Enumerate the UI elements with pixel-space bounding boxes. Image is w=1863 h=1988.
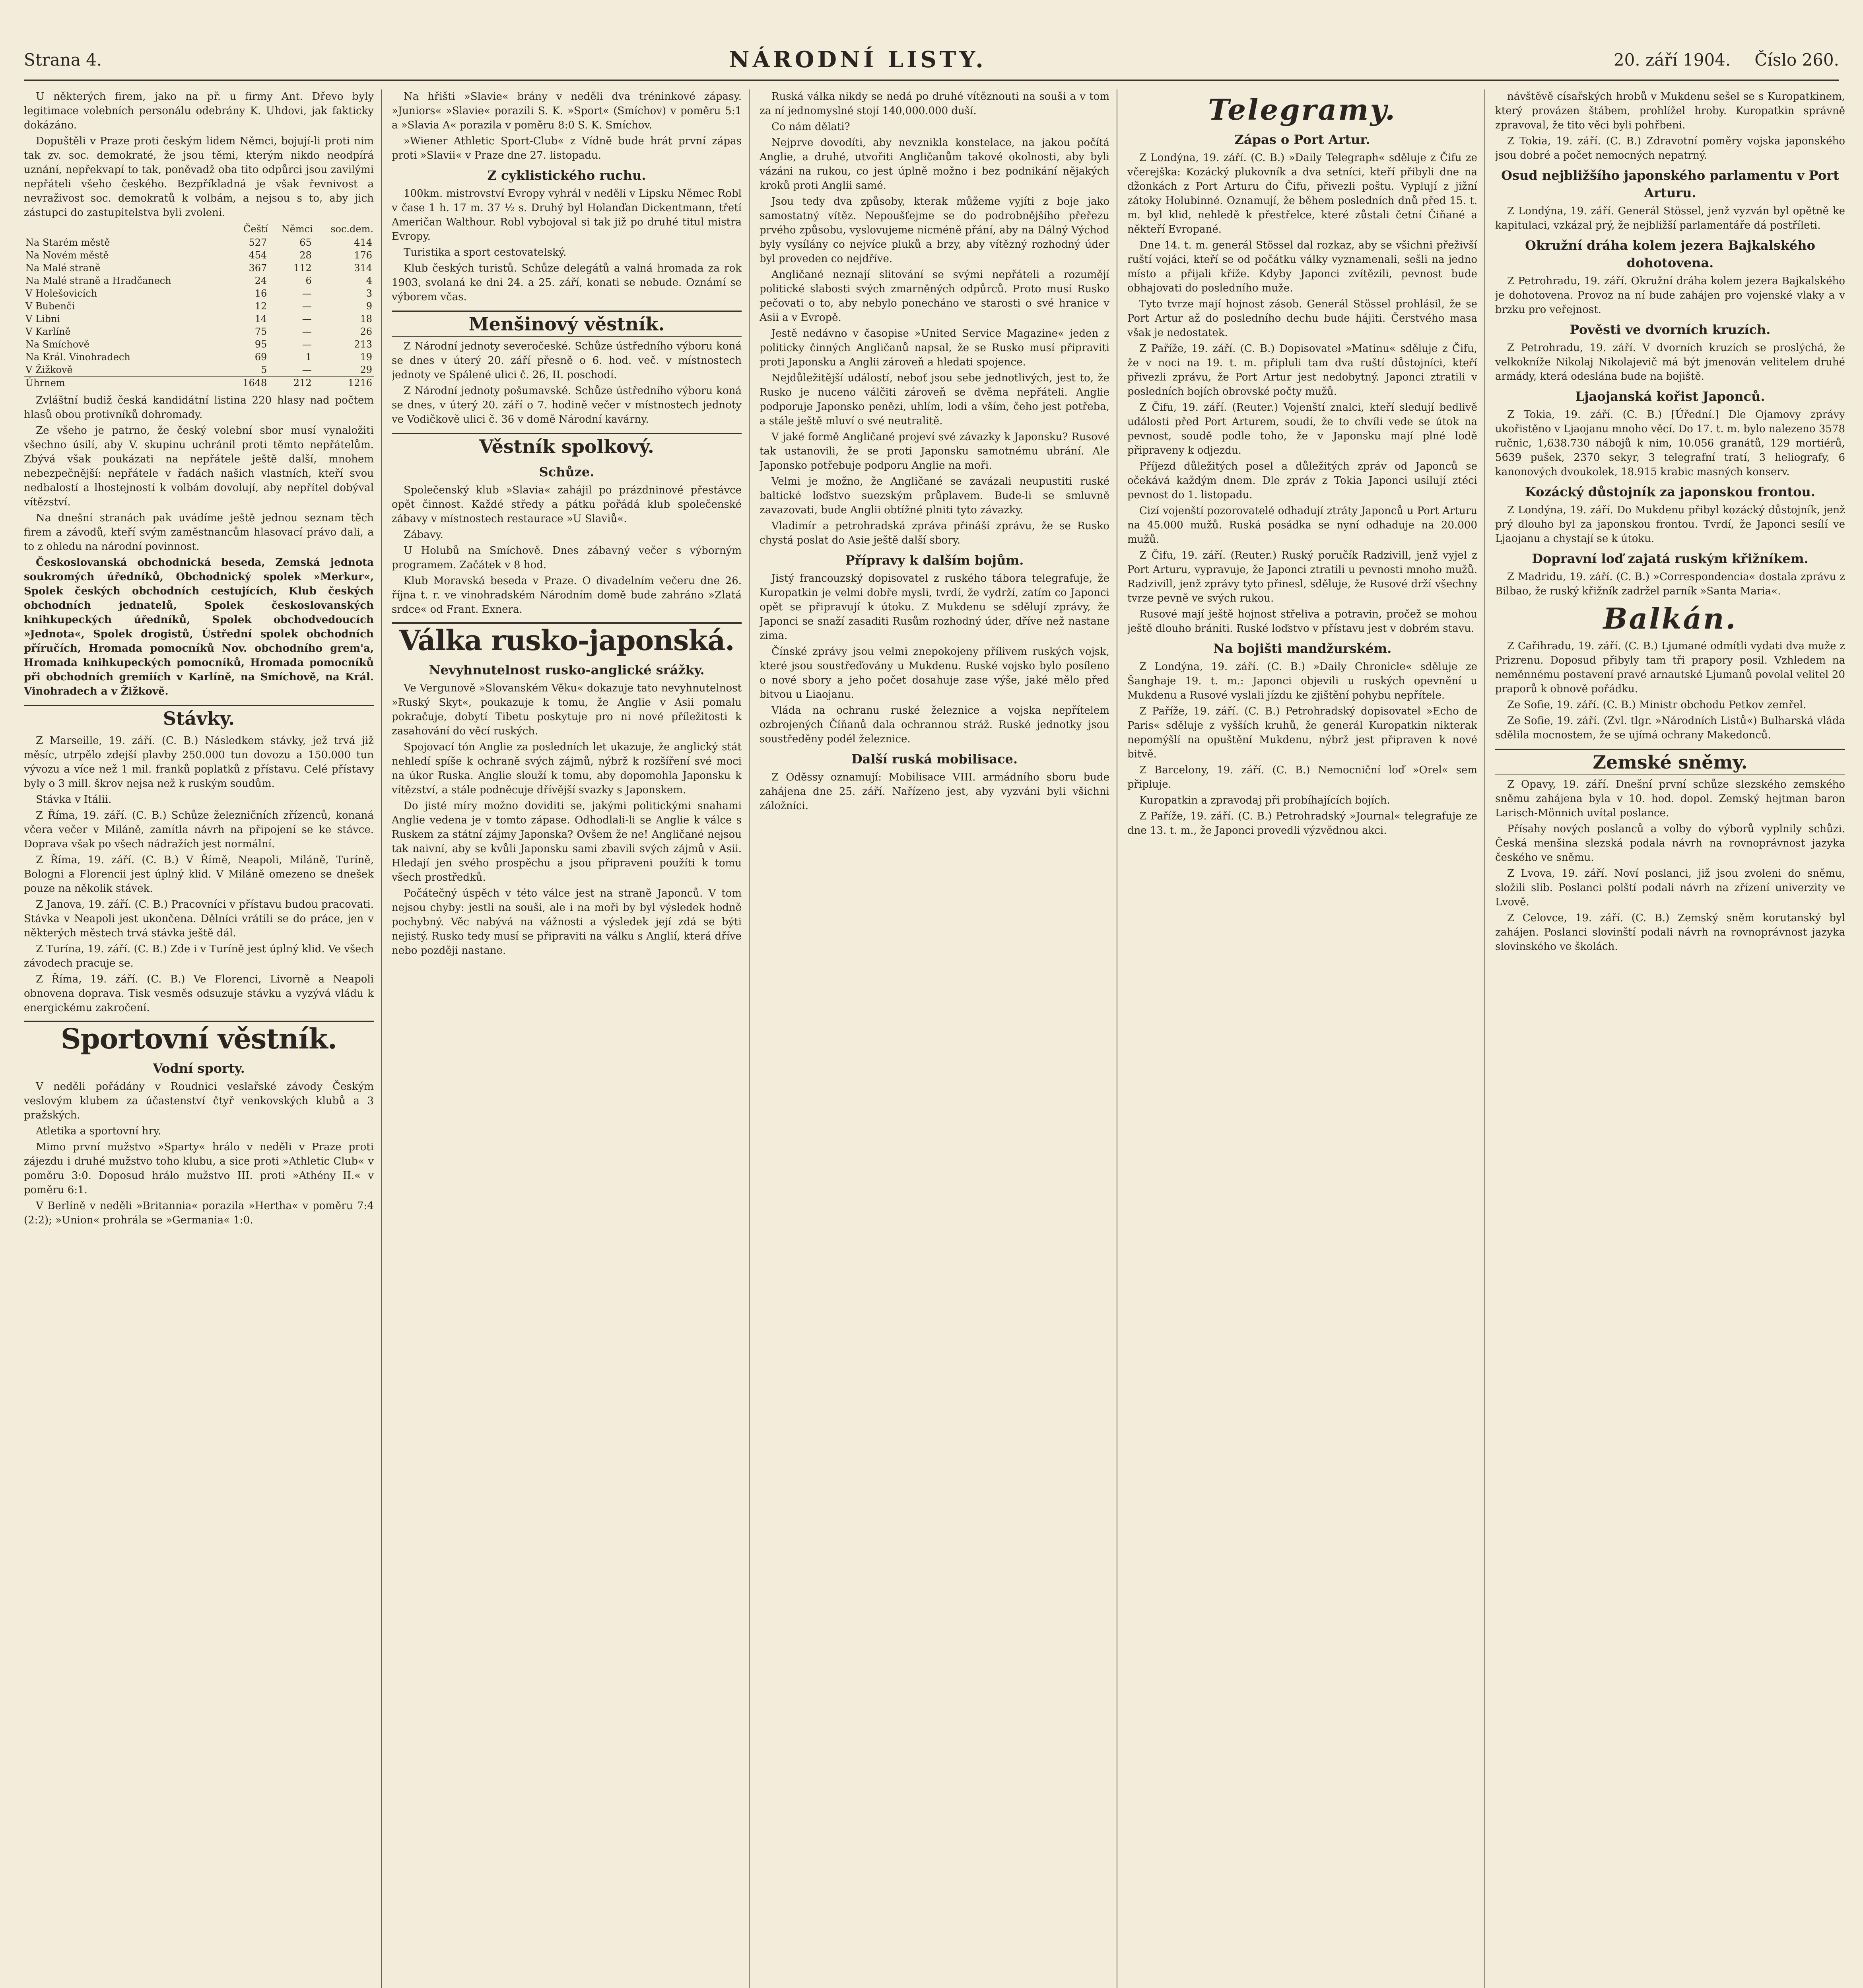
article-paragraph: Z Paříže, 19. září. (C. B.) Petrohradský dopisovatel »Echo de Paris« sděluje z vyšších kruhů, že generál Kuropatkin nikterak nepomýšlí na opuštění Mukdenu, nýbrž jest připraven k nové bitvě. (1127, 705, 1477, 760)
article-paragraph: Do jisté míry možno doviditi se, jakými politickými snahami Anglie vedena je v tomto zápase. Odhodlali-li se Anglie k válce s Ruskem za státní zájmy Japonska? Ovšem že ne! Angličané nejsou tak naivní, aby se kvůli Japonsku sami zbavili svých zájmů v Asii. Hledají jen svého prospěchu a jsou připraveni použíti k tomu všech prostředků. (392, 800, 742, 883)
article-paragraph: návštěvě císařských hrobů v Mukdenu sešel se s Kuropatkinem, který provázen štábem, prohlížel hroby. Kuropatkin správně zpravoval, že tito věci byli pohřbeni. (1495, 91, 1845, 131)
article-paragraph: Vladimír a petrohradská zpráva přináší zprávu, že se Rusko chystá poslat do Asie ještě další sbory. (760, 520, 1109, 546)
article-paragraph: Z Čifu, 19. září. (Reuter.) Vojenští znalci, kteří sledují bedlivě události před Port Arturem, soudí, že to chvíli vede se útok na pevnost, soudě podle toho, že v Japonsku mají plné lodě připraveny k odjezdu. (1127, 402, 1477, 456)
table-cell: 4 (366, 275, 372, 286)
article-paragraph: Z Londýna, 19. září. (C. B.) »Daily Chronicle« sděluje ze Šanghaje 19. t. m.: Japonci objevili u ruských opevnění u Mukdenu a Rusové vyslali jízdu ke zjištění pohybu nepřítele. (1127, 661, 1477, 701)
article-paragraph: Z Marseille, 19. září. (C. B.) Následkem stávky, jež trvá již měsíc, utrpělo zdejší plavby 250.000 tun dovozu a 150.000 tun vývozu a více než 1 mil. franků poplatků z přístavu. Celé přístavy byly o 3 mill. škrov nejsa než k ruským soudům. (24, 735, 374, 790)
column-divider (1484, 89, 1485, 1988)
article-paragraph: Ze všeho je patrno, že český volební sbor musí vynaložiti všechno úsilí, aby V. skupinu uchránil proti těmto nepřátelům. Zbývá však poukázati na nepřátele ještě další, mnohem nebezpečnější: nepřátele v řadách našich vlastních, kteří svou nedbalostí a lhostejností k volbám dovolují, aby nepřítel dobýval vítězství. (24, 425, 374, 508)
article-paragraph: Počátečný úspěch v této válce jest na straně Japonců. V tom nejsou chyby: jestli na souši, ale i na moři by byl výsledek hodně pochybný. Věc nabývá na vážnosti a výsledek její zdá se býti nejistý. Rusko tedy musí se připraviti na válku s Anglií, která dříve nebo později nastane. (392, 887, 742, 957)
balkan-articles (1495, 639, 1845, 742)
mobilisace-articles (760, 770, 1109, 813)
table-cell: 5 (261, 364, 267, 375)
article-paragraph: Společenský klub »Slavia« zahájil po prázdninové přestávce opět činnost. Každé středy a pátku pořádá klub společenské zábavy v místnostech restaurace »U Slaviů«. (392, 484, 742, 525)
article-paragraph: Z Opavy, 19. září. Dnešní první schůze slezského zemského sněmu zahájena byla v 10. hod. dopol. Zemský hejtman baron Larisch-Mönnich uvítal poslance. (1495, 779, 1845, 819)
article-paragraph: Stávka v Itálii. (36, 794, 112, 806)
section-heading-snemy: Zemské sněmy. (1495, 749, 1845, 775)
kozak-articles (1495, 503, 1845, 546)
article-paragraph: Ruská válka nikdy se nedá po druhé vítěznouti na souši a v tom za ní jednomyslné stojí 140,000.000 duší. (760, 91, 1109, 117)
article-paragraph: Z Londýna, 19. září. (C. B.) »Daily Telegraph« sděluje z Čifu ze včerejška: Kozácký plukovník a dva setníci, kteří přibyli dne na džonkách z Port Arturu do Čifu, přivezli poštu. Vyplují z jižní zátoky Holubinné. Oznamují, že během posledních dnů před 15. t. m. byl klid, nehledě k přestřelce, které zůstali četní Čiňané a někteří Evropané. (1127, 152, 1477, 235)
section-heading-telegramy: Telegramy. (1208, 93, 1397, 126)
table-cell: 212 (268, 377, 313, 390)
article-paragraph: »Wiener Athletic Sport-Club« z Vídně bude hrát první zápas proti »Slavii« v Praze dne 27. listopadu. (392, 135, 742, 161)
table-row (24, 325, 374, 338)
table-cell: 28 (299, 250, 312, 261)
article-paragraph: V Berlíně v neděli »Britannia« porazila »Hertha« v poměru 7:4 (2:2); »Union« prohrála se »Germania« 1:0. (24, 1200, 374, 1226)
mandzusko-articles (1127, 660, 1477, 838)
column-divider (381, 89, 382, 1988)
table-row (24, 313, 374, 325)
article-paragraph: U některých firem, jako na př. u firmy Ant. Dřevo byly legitimace volebních personálu odebrány K. Uhdovi, jak fakticky dokázáno. (24, 91, 374, 131)
ljaojan-articles (1495, 408, 1845, 479)
article-paragraph: Z Paříže, 19. září. (C. B.) Dopisovatel »Matinu« sděluje z Čifu, že v noci na 19. t. m. připluli tam dva ruští důstojníci, kteří přivezli zprávu, že Port Artur jest nedobytný. Japonci ztratili v posledních bojích obrovské počty mužů. (1127, 343, 1477, 398)
col5-intro (1495, 89, 1845, 163)
newspaper-title: NÁRODNÍ LISTY. (729, 47, 987, 73)
article-paragraph: Vláda na ochranu ruské železnice a vojska nepřítelem ozbrojených Číňanů dala ochrannou stráž. Ruské jednotky jsou soustředěny podél železnice. (760, 705, 1109, 745)
lod-articles (1495, 570, 1845, 598)
cyklistika-articles (392, 186, 742, 304)
article-paragraph: Kuropatkin a zpravodaj při probíhajících bojích. (1139, 794, 1390, 806)
table-cell: — (302, 301, 312, 312)
section-heading-cyklistika: Z cyklistického ruchu. (487, 168, 646, 183)
article-paragraph: Dne 14. t. m. generál Stössel dal rozkaz, aby se všichni přeživší ruští vojáci, kteří se od počátku války vyznamenali, sešli na jedno místo a přijali kříže. Kdyby Japonci zvítězili, pevnost bude obhajovati do posledního muže. (1127, 239, 1477, 294)
table-total-row (24, 377, 374, 390)
spolky-articles (392, 483, 742, 617)
table-cell: V Holešovicích (25, 288, 97, 299)
column-3 (760, 89, 1109, 1988)
osud-articles (1495, 204, 1845, 233)
article-paragraph: Z Čifu, 19. září. (Reuter.) Ruský poručík Radzivill, jenž vyjel z Port Arturu, vypravuje, že Japonci ztratili u pevnosti mnoho mužů. Radzivill, jenž zprávy tyto přinesl, sděluje, že Rusové drží všechny tvrze pevně ve svých rukou. (1127, 549, 1477, 604)
table-cell: 213 (354, 339, 372, 350)
column-5 (1495, 89, 1845, 1988)
table-header-row (24, 222, 374, 236)
issue-number: Číslo 260. (1754, 50, 1839, 70)
table-cell: Na Malé straně (25, 262, 101, 274)
article-paragraph: Z Oděssy oznamují: Mobilisace VIII. armádního sboru bude zahájena dne 25. září. Nařízeno jest, aby vyzváni byli všichni záložníci. (760, 771, 1109, 812)
table-row (24, 363, 374, 377)
article-paragraph: Z Tokia, 19. září. (C. B.) [Úřední.] Dle Ojamovy zprávy ukořistěno v Ljaojanu mnoho věcí. Do 17. t. m. bylo nalezeno 3578 ručnic, 1,638.730 nábojů k nim, 10.056 granátů, 129 mortiérů, 5639 pušek, 2370 sekyr, 3 telegrafní tratí, 3 heliografy, 6 kanonových dvoukolek, 18.915 krabic masných konserv. (1495, 409, 1845, 478)
article-paragraph: Na hřišti »Slavie« brány v neděli dva tréninkové zápasy. »Juniors« »Slavie« porazili S. K. »Sport« (Smíchov) v poměru 5:1 a »Slavia A« porazila v poměru 8:0 S. K. Smíchov. (392, 91, 742, 131)
table-cell: 75 (254, 326, 267, 337)
section-heading-valka: Válka rusko-japonská. (392, 622, 742, 657)
article-paragraph: Mimo první mužstvo »Sparty« hrálo v neděli v Praze proti zájezdu i druhé mužstvo toho klubu, a sice proti »Athletic Club« v poměru 3:0. Doposud hrálo mužstvo III. proti »Athény II.« v poměru 6:1. (24, 1141, 374, 1196)
article-paragraph: Nejprve dovodíti, aby nevznikla konstelace, na jakou počítá Anglie, a druhé, utvořiti Angličanům takové okolnosti, aby byli vázáni na rukou, co jest úplně možno i bez podnikání nějakých kroků proti Anglii samé. (760, 137, 1109, 192)
col1-body (24, 393, 374, 554)
col1-intro (24, 89, 374, 220)
subheading-schuze: Schůze. (539, 464, 594, 480)
table-cell: V Karlíně (25, 326, 71, 337)
subheading-kozak: Kozácký důstojník za japonskou frontou. (1525, 484, 1815, 499)
article-paragraph: Zvláštní budiž česká kandidátní listina 220 hlasy nad počtem hlasů obou protivníků dohromady. (24, 394, 374, 421)
subheading-povesti: Pověsti ve dvorních kruzích. (1570, 322, 1771, 337)
article-paragraph: Jestě nedávno v časopise »United Service Magazine« jeden z politicky činných Angličanů napsal, že se Rusko musí připraviti proti Japonsku a Anglii zároveň a hledati spojence. (760, 328, 1109, 368)
article-paragraph: Z Barcelony, 19. září. (C. B.) Nemocniční loď »Orel« sem připluje. (1127, 764, 1477, 790)
table-header-cell: Němci (268, 222, 313, 236)
article-paragraph: Ze Sofie, 19. září. (Zvl. tlgr. »Národních Listů«) Bulharská vláda sdělila mocnostem, že se ujímá ochrany Makedonců. (1495, 715, 1845, 741)
table-cell: 454 (249, 250, 267, 261)
table-cell: 414 (354, 237, 372, 248)
table-cell: 12 (254, 301, 267, 312)
table-header-cell: Čeští (231, 222, 269, 236)
article-paragraph: Jsou tedy dva způsoby, kterak můžeme vyjíti z boje jako samostatný vítěz. Nepoušťejme se do podrobnějšího přeřezu prvého způsobu, vyslovujeme nicméně přání, aby na Dálný Východ byly vysílány co nejvíce pluků a brzy, aby vítězný rozhodný úder byl proveden co nejdříve. (760, 196, 1109, 265)
section-heading-mensiny: Menšinový věstník. (392, 311, 742, 337)
section-heading-stavky: Stávky. (24, 705, 374, 731)
table-cell: 18 (360, 313, 372, 324)
table-cell: — (302, 339, 312, 350)
table-cell: Na Novém městě (25, 250, 109, 261)
mensiny-articles (392, 339, 742, 427)
article-paragraph: Ze Sofie, 19. září. (C. B.) Ministr obchodu Petkov zemřel. (1507, 699, 1806, 711)
page-number: Strana 4. (24, 50, 102, 70)
table-cell: 367 (249, 262, 267, 274)
article-paragraph: Spojovací tón Anglie za posledních let ukazuje, že anglický stát nehledí spíše k ochraně svých zájmů, nýbrž k rozšíření své moci na úkor Ruska. Anglie slouží k tomu, aby dopomohla Japonsku k vítězství, a stále podněcuje dřívější svazky s Japonskem. (392, 741, 742, 796)
section-heading-sport: Sportovní věstník. (24, 1021, 374, 1056)
valka-articles (392, 681, 742, 958)
article-paragraph: Čínské zprávy jsou velmi znepokojeny přílivem ruských vojsk, které jsou soustřeďovány u Mukdenu. Ruské vojsko bylo posíleno o nové sbory a jeho počet dosahuje zase výše, jaké mělo před bitvou u Liaojanu. (760, 646, 1109, 701)
article-paragraph: Rusové mají ještě hojnost střeliva a potravin, pročež se mohou ještě dlouho brániti. Ruské loďstvo v přístavu jest v dobrém stavu. (1127, 608, 1477, 635)
article-paragraph: Z Říma, 19. září. (C. B.) Schůze železničních zřízenců, konaná včera večer v Miláně, zamítla návrh na připojení se ke stávce. Doprava však po všech nádražích jest normální. (24, 810, 374, 850)
col2-intro (392, 89, 742, 163)
table-cell: V Žižkově (25, 364, 73, 375)
povesti-articles (1495, 341, 1845, 384)
article-paragraph: Jistý francouzský dopisovatel z ruského tábora telegrafuje, že Kuropatkin je velmi dobře mysli, tvrdí, že vydrží, zatím co Japonci opět se připravují k útoku. Z Mukdenu se sdělují zprávy, že Japonci se snaží zasaditi Rusům rozhodný úder, dříve než nastane zima. (760, 573, 1109, 642)
column-1 (24, 89, 374, 1988)
table-cell: — (302, 288, 312, 299)
article-paragraph: Z Tokia, 19. září. (C. B.) Zdravotní poměry vojska japonského jsou dobré a počet nemocných nepatrný. (1495, 135, 1845, 161)
table-cell: V Bubenči (25, 301, 75, 312)
article-paragraph: Angličané neznají slitování se svými nepřáteli a rozumějí politické slabosti svých zmarněných odpůrců. Proto musí Rusko pečovati o to, aby nebylo ponecháno ve starosti o své hranice v Asii a v Evropě. (760, 269, 1109, 324)
table-cell: 1648 (231, 377, 269, 390)
subheading-lod: Dopravní loď zajatá ruským křižníkem. (1532, 551, 1809, 566)
table-cell: Úhrnem (24, 377, 231, 390)
page-header (24, 43, 1839, 76)
table-cell: 14 (254, 313, 267, 324)
table-row (24, 287, 374, 300)
section-heading-balkan: Balkán. (1603, 602, 1737, 635)
article-paragraph: Z Národní jednoty severočeské. Schůze ústředního výboru koná se dnes v úterý 20. září přesně o 6. hod. več. v místnostech jednoty ve Spálené ulici č. 26, II. poschodí. (392, 340, 742, 381)
table-cell: 16 (254, 288, 267, 299)
article-paragraph: V jaké formě Angličané projeví své závazky k Japonsku? Rusové tak ustanovili, že se proti Japonsku samotnému ubrání. Ale Japonsko potřebuje podporu Anglie na moři. (760, 431, 1109, 472)
table-cell: 3 (366, 288, 372, 299)
column-4 (1127, 89, 1477, 1988)
article-paragraph: Přísahy nových poslanců a volby do výborů vyplnily schůzi. Česká menšina slezská podala návrh na rovnoprávnost jazyka českého ve sněmu. (1495, 823, 1845, 864)
table-cell: 69 (254, 351, 267, 363)
article-paragraph: Ve Vergunově »Slovanském Věku« dokazuje tato nevyhnutelnost »Ruský Skyt«, poukazuje k tomu, že Anglie v Asii pomalu pokračuje, dobytí Tibetu poskytuje pro ni nové příležitosti k zasahování do věcí ruských. (392, 682, 742, 737)
subheading-osud-parlamentare: Osud nejbližšího japonského parlamentu v Port Arturu. (1501, 168, 1839, 200)
table-cell: Na Smíchově (25, 339, 89, 350)
article-paragraph: Turistika a sport cestovatelský. (404, 247, 567, 258)
table-cell: 24 (254, 275, 267, 286)
table-cell: 176 (354, 250, 372, 261)
article-paragraph: Tyto tvrze mají hojnost zásob. Generál Stössel prohlásil, že se Port Artur až do posledního dechu bude hájiti. Čerstvého masa však je nedostatek. (1127, 298, 1477, 339)
article-paragraph: Z Madridu, 19. září. (C. B.) »Correspondencia« dostala zprávu z Bilbao, že ruský křižník zadržel parník »Santa Maria«. (1495, 571, 1845, 597)
table-cell: 29 (360, 364, 372, 375)
table-row (24, 262, 374, 274)
subheading-okruzni-draha: Okružní dráha kolem jezera Bajkalského dohotovena. (1525, 238, 1815, 270)
table-row (24, 338, 374, 351)
article-paragraph: Z Londýna, 19. září. Do Mukdenu přibyl kozácký důstojník, jenž prý dlouho byl za japonskou frontou. Tvrdí, že Japonci sesílí ve Ljaojanu a chystají se k útoku. (1495, 504, 1845, 545)
table-cell: — (302, 326, 312, 337)
article-paragraph: Nejdůležitější událostí, neboť jsou sebe jednotlivých, jest to, že Rusko je nuceno válčiti zároveň se dvěma nepřáteli. Anglie podporuje Japonsko penězi, uhlím, lodi a vším, čeho jest potřeba, a stále ještě mluví o své neutralitě. (760, 372, 1109, 427)
article-paragraph: Z Janova, 19. září. (C. B.) Pracovníci v přístavu budou pracovati. Stávka v Neapoli jest ukončena. Dělníci vrátili se do práce, jen v některých městech trvá stávka ještě dál. (24, 899, 374, 939)
article-paragraph: U Holubů na Smíchově. Dnes zábavný večer s výborným programem. Začátek v 8 hod. (392, 545, 742, 571)
table-cell: 26 (360, 326, 372, 337)
article-paragraph: V neděli pořádány v Roudnici veslařské závody Českým veslovým klubem za účastenství čtyř venkovských klubů a 3 pražských. (24, 1081, 374, 1121)
table-header-cell (24, 222, 231, 236)
election-stats-table (24, 222, 374, 389)
pripravy-articles (760, 571, 1109, 746)
article-paragraph: Z Londýna, 19. září. Generál Stössel, jenž vyzván byl opětně ke kapitulaci, vzkázal prý, že nejbližší parlamentáře dá postříleti. (1495, 205, 1845, 231)
table-cell: 19 (360, 351, 372, 363)
table-header-cell: soc.dem. (313, 222, 374, 236)
column-2 (392, 89, 742, 1988)
table-cell: 1216 (313, 377, 374, 390)
subheading-valka: Nevyhnutelnost rusko-anglické srážky. (429, 662, 705, 678)
table-cell: 314 (354, 262, 372, 274)
article-paragraph: Z Národní jednoty pošumavské. Schůze ústředního výboru koná se dnes, v úterý 20. září o 7. hodině večer v místnostech jednoty ve Vodičkově ulici č. 36 v domě Národní kavárny. (392, 385, 742, 425)
article-paragraph: Z Celovce, 19. září. (C. B.) Zemský sněm korutanský byl zahájen. Poslanci slovinští podali návrh na rovnoprávnost jazyka slovinského ve školách. (1495, 912, 1845, 953)
article-paragraph: Klub Moravská beseda v Praze. O divadelním večeru dne 26. října t. r. ve vinohradském Národním domě bude zahráno »Zlatá srdce« od Frant. Exnera. (392, 575, 742, 615)
table-cell: — (302, 364, 312, 375)
article-paragraph: Z Turína, 19. září. (C. B.) Zde i v Turíně jest úplný klid. Ve všech závodech pracuje se. (24, 943, 374, 969)
table-row (24, 274, 374, 287)
table-cell: 95 (254, 339, 267, 350)
article-paragraph: Zábavy. (404, 529, 443, 541)
okruzni-articles (1495, 274, 1845, 317)
table-cell: 1 (305, 351, 312, 363)
article-paragraph: Velmi je možno, že Angličané se zavázali neupustiti ruské baltické loďstvo suezským průplavem. Bude-li se smluvně zavazovati, bude Anglii obtížné plniti tyto závazky. (760, 476, 1109, 516)
article-paragraph: Příjezd důležitých posel a důležitých zpráv od Japonců se očekává každým dnem. Dle zpráv z Tokia Japonci usilují ztéci pevnost do 1. listopadu. (1127, 460, 1477, 501)
subheading-ljaojan: Ljaojanská kořist Japonců. (1575, 389, 1765, 404)
article-paragraph: Dopuštěli v Praze proti českým lidem Němci, bojují-li proti nim tak zv. soc. demokraté, že jsou těmi, kterým nikdo neodpírá uznání, nepřekvapí to tak, poněvadž oba tito odpůrci jsou zavilými nepřáteli všeho českého. Bezpříkladná je však řevnivost a nevraživost soc. demokratů k volbám, a nejsou s to, aby jich zástupci do zastupitelstva byli zvoleni. (24, 135, 374, 219)
article-paragraph: 100km. mistrovství Evropy vyhrál v neděli v Lipsku Němec Robl v čase 1 h. 17 m. 37 ½ s. Druhý byl Holanďan Dickentmann, třetí Američan Walthour. Robl vybojoval si tak již po druhé titul mistra Evropy. (392, 188, 742, 243)
article-paragraph: Z Cařihradu, 19. září. (C. B.) Ljumané odmítli vydati dva muže z Prizrenu. Doposud přibyly tam tři prapory posil. Vzhledem na neměnnému postavení pravé arnautské Ljumanů povolal velitel 20 praporů k obnově pořádku. (1495, 640, 1845, 695)
article-paragraph: Atletika a sportovní hry. (36, 1125, 161, 1137)
stavky-articles (24, 734, 374, 1015)
table-cell: — (302, 313, 312, 324)
table-row (24, 300, 374, 313)
article-paragraph: Z Říma, 19. září. (C. B.) Ve Florenci, Livorně a Neapoli obnovena doprava. Tisk vesměs odsuzuje stávku a vyzývá vládu k energickému zakročení. (24, 973, 374, 1014)
article-paragraph: Z Lvova, 19. září. Noví poslanci, již jsou zvoleni do sněmu, složili slib. Poslanci polští podali návrh na zřízení univerzity ve Lvově. (1495, 868, 1845, 908)
sport-articles (24, 1079, 374, 1227)
table-cell: 6 (305, 275, 312, 286)
header-rule (24, 80, 1839, 81)
snemy-articles (1495, 777, 1845, 954)
article-paragraph: Z Petrohradu, 19. září. V dvorních kruzích se proslýchá, že velkokníže Nikolaj Nikolajevič má být jmenován velitelem druhé armády, která odeslána bude na bojiště. (1495, 342, 1845, 382)
article-paragraph: Z Říma, 19. září. (C. B.) V Římě, Neapoli, Miláně, Turíně, Bologni a Florencii jest úplný klid. V Miláně omezeno se dnešek pouze na několik stávek. (24, 854, 374, 895)
article-paragraph: Z Paříže, 19. září. (C. B.) Petrohradský »Journal« telegrafuje ze dne 13. t. m., že Japonci provedli výzvědnou akci. (1127, 810, 1477, 837)
table-cell: 65 (299, 237, 312, 248)
article-paragraph: Co nám dělati? (771, 121, 850, 133)
header-right (1614, 50, 1839, 70)
table-cell: Na Král. Vinohradech (25, 351, 130, 363)
table-cell: V Libni (25, 313, 60, 324)
table-cell: 112 (293, 262, 312, 274)
article-paragraph: Z Petrohradu, 19. září. Okružní dráha kolem jezera Bajkalského je dohotovena. Provoz na ní bude zahájen pro vojenské vlaky a v brzku pro veřejnost. (1495, 275, 1845, 316)
article-paragraph: Cizí vojenští pozorovatelé odhadují ztráty Japonců u Port Arturu na 45.000 mužů. Ruská posádka se nyní odhaduje na 20.000 mužů. (1127, 505, 1477, 546)
article-paragraph: Klub českých turistů. Schůze delegátů a valná hromada za rok 1903, svolaná ke dni 24. a 25. září, konati se nebude. Oznámí se výborem včas. (392, 262, 742, 303)
table-cell: 527 (249, 237, 267, 248)
port-artur-articles (1127, 151, 1477, 636)
organizations-list: Českoslovanská obchodnická beseda, Zemská jednota soukromých úředníků, Obchodnický spolek »Merkur«, Spolek českých obchodních cestujících, Klub českých obchodních jednatelů, Spolek českoslovanských knihkupeckých úředníků, Spolek obchodvedoucích »Jednota«, Spolek drogistů, Ústřední spolek obchodních příručích, Hromada pomocníků Nov. obchodního grem'a, Hromada knihkupeckých pomocníků, Hromada pomocníků při obchodních gremiích v Karlíně, na Smíchově, na Král. Vinohradech a v Žižkově. (24, 557, 374, 697)
subheading-mandzusko: Na bojišti mandžurském. (1213, 641, 1392, 656)
subheading-port-artur: Zápas o Port Artur. (1234, 132, 1370, 147)
section-heading-spolky: Věstník spolkový. (392, 433, 742, 459)
table-row (24, 351, 374, 363)
section-heading-pripravy: Přípravy k dalším bojům. (845, 553, 1024, 568)
table-cell: Na Starém městě (25, 237, 110, 248)
section-heading-mobilisace: Další ruská mobilisace. (851, 751, 1018, 767)
col3-intro (760, 89, 1109, 547)
issue-date: 20. září 1904. (1613, 50, 1731, 70)
table-row (24, 236, 374, 249)
column-divider (749, 89, 750, 1988)
table-cell: 9 (366, 301, 372, 312)
article-paragraph: Na dnešní stranách pak uvádíme ještě jednou seznam těch firem a závodů, kteří svým zaměstnancům hlasovací právo dali, a to z ohledu na národní povinnost. (24, 512, 374, 553)
table-cell: Na Malé straně a Hradčanech (25, 275, 171, 286)
table-row (24, 249, 374, 262)
subheading-vodni-sporty: Vodní sporty. (153, 1061, 245, 1076)
